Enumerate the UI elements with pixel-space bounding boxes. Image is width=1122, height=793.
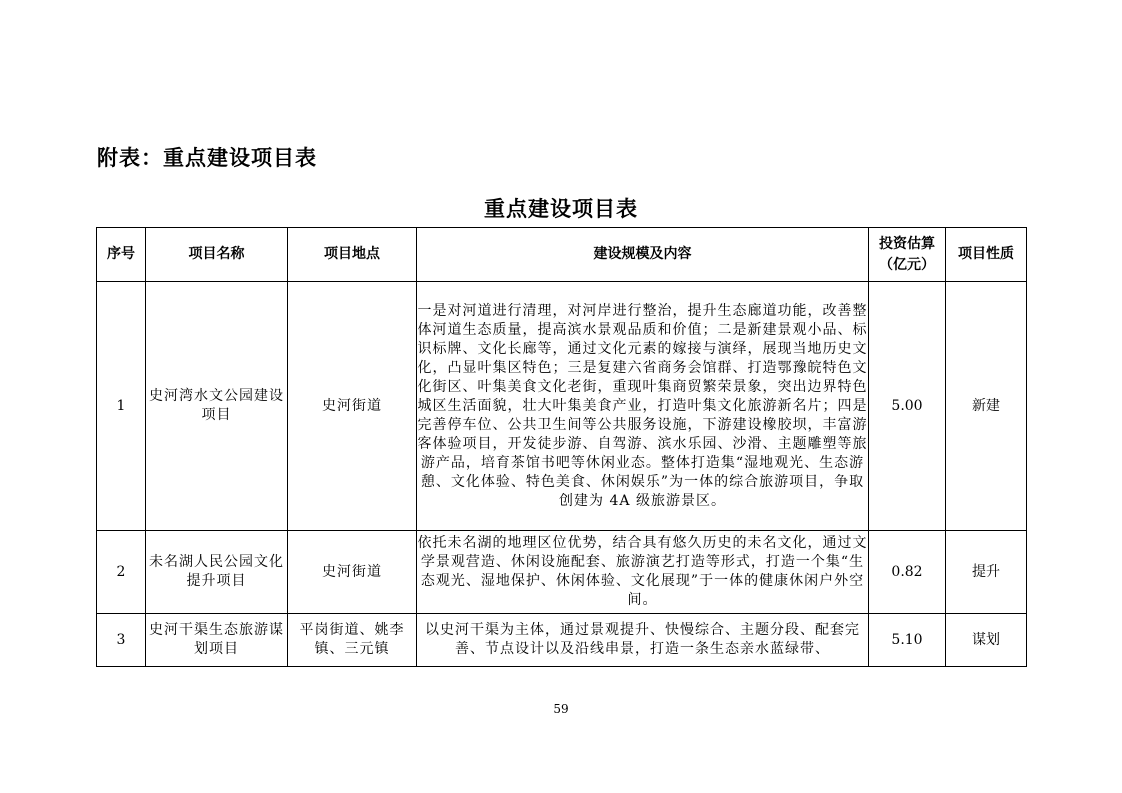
appendix-title: 附表：重点建设项目表 [97,146,317,170]
row-content: 以史河干渠为主体，通过景观提升、快慢综合、主题分段、配套完善、节点设计以及沿线串景，打造一条生态亲水蓝绿带、 [417,614,869,667]
table-title: 重点建设项目表 [484,197,638,221]
header-investment [869,228,946,282]
row-name: 史河湾水文公园建设项目 [146,282,288,531]
projects-table [96,227,1027,667]
row-content: 依托未名湖的地理区位优势，结合具有悠久历史的未名文化，通过文学景观营造、休闲设施配套、旅游演艺打造等形式，打造一个集“生态观光、湿地保护、休闲体验、文化展现”于一体的健康休闲户外空间。 [417,531,869,614]
header-content: 建设规模及内容 [417,228,869,282]
row-name: 未名湖人民公园文化提升项目 [146,531,288,614]
header-nature: 项目性质 [946,228,1027,282]
table-row [97,614,1027,667]
row-content: 一是对河道进行清理，对河岸进行整治，提升生态廊道功能，改善整体河道生态质量，提高滨水景观品质和价值；二是新建景观小品、标识标牌、文化长廊等，通过文化元素的嫁接与演绎，展现当地历史文化，凸显叶集区特色；三是复建六省商务会馆群、打造鄂豫皖特色文化街区、叶集美食文化老街，重现叶集商贸繁荣景象，突出边界特色城区生活面貌，壮大叶集美食产业，打造叶集文化旅游新名片；四是完善停车位、公共卫生间等公共服务设施，下游建设橡胶坝，丰富游客体验项目，开发徒步游、自驾游、滨水乐园、沙滑、主题雕塑等旅游产品，培育茶馆书吧等休闲业态。整体打造集“湿地观光、生态游憩、文化体验、特色美食、休闲娱乐”为一体的综合旅游项目，争取创建为 4A 级旅游景区。 [417,282,869,531]
row-nature: 新建 [946,282,1027,531]
table-row [97,282,1027,531]
row-investment: 5.10 [869,614,946,667]
row-nature: 谋划 [946,614,1027,667]
row-name: 史河干渠生态旅游谋划项目 [146,614,288,667]
row-location: 史河街道 [288,282,417,531]
header-investment-line1: 投资估算 [879,235,935,252]
row-index: 2 [97,531,146,614]
row-investment: 0.82 [869,531,946,614]
row-index: 1 [97,282,146,531]
page-number: 59 [553,702,569,716]
header-name: 项目名称 [146,228,288,282]
header-index: 序号 [97,228,146,282]
row-location: 史河街道 [288,531,417,614]
header-investment-line2: （亿元） [879,256,935,273]
row-investment: 5.00 [869,282,946,531]
header-location: 项目地点 [288,228,417,282]
table-row [97,531,1027,614]
table-header-row [97,228,1027,282]
row-nature: 提升 [946,531,1027,614]
row-index: 3 [97,614,146,667]
row-location: 平岗街道、姚李镇、三元镇 [288,614,417,667]
